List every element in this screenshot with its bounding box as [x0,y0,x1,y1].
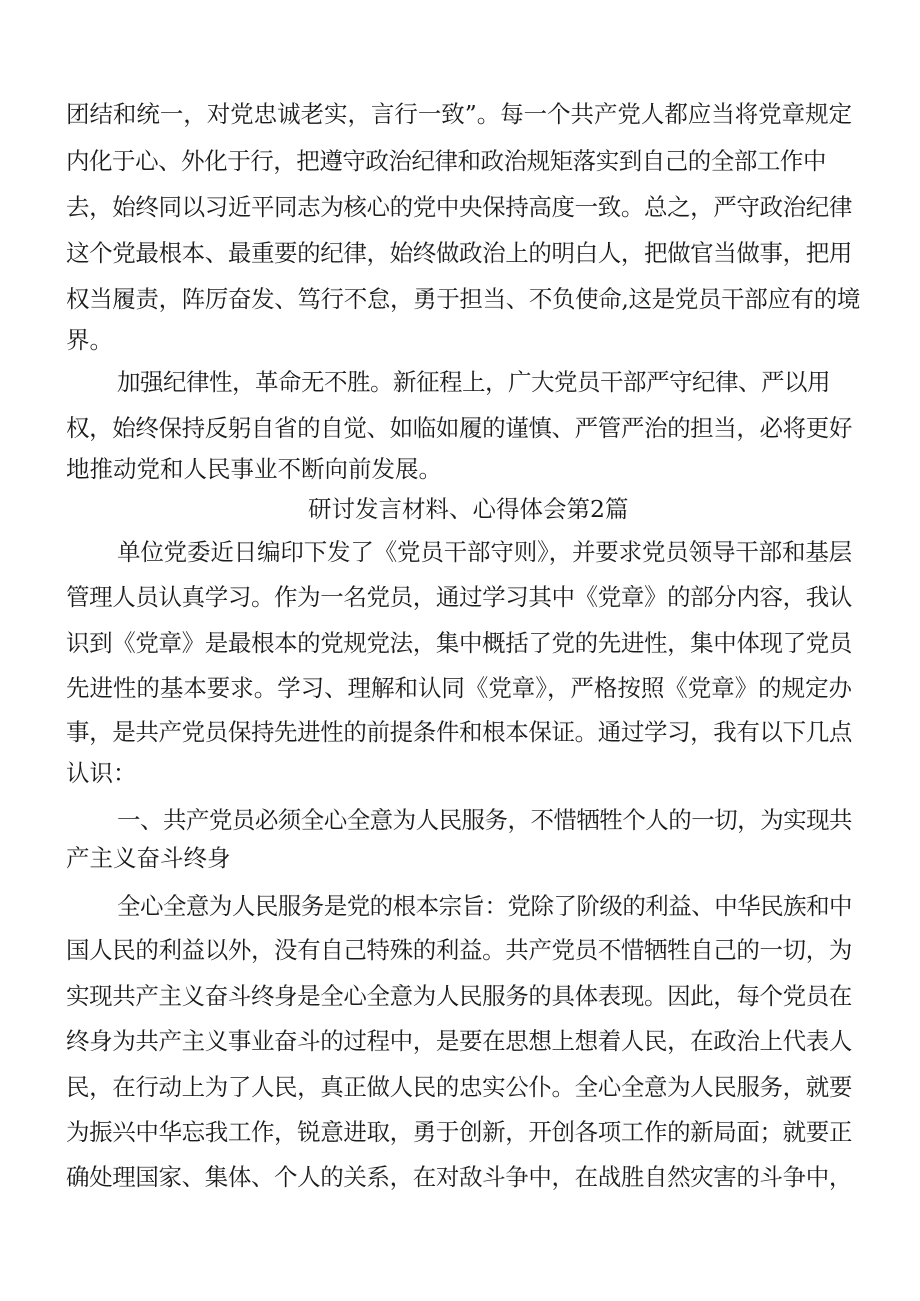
text-line: 内化于心、外化于行，把遵守政治纪律和政治规矩落实到自己的全部工作中 [66,147,826,175]
text-line: 为振兴中华忘我工作，锐意进取，勇于创新，开创各项工作的新局面；就要正 [66,1118,853,1146]
text-line: 加强纪律性，革命无不胜。新征程上，广大党员干部严守纪律、严以用 [117,368,830,396]
text-line: 界。 [66,326,113,354]
subheading-line: 一、共产党员必须全心全意为人民服务，不惜牺牲个人的一切，为实现共 [117,806,853,834]
text-line: 事，是共产党员保持先进性的前提条件和根本保证。通过学习，我有以下几点 [66,718,853,746]
text-line: 地推动党和人民事业不断向前发展。 [66,455,442,483]
text-line: 单位党委近日编印下发了《党员干部守则》，并要求党员领导干部和基层 [117,538,853,566]
text-line: 这个党最根本、最重要的纪律，始终做政治上的明白人，把做官当做事，把用 [66,239,853,267]
text-line: 团结和统一，对党忠诚老实，言行一致”。每一个共产党人都应当将党章规定 [66,100,852,128]
text-line: 认识： [66,759,137,787]
text-line: 全心全意为人民服务是党的根本宗旨：党除了阶级的利益、中华民族和中 [117,892,853,920]
text-line: 去，始终同以习近平同志为核心的党中央保持高度一致。总之，严守政治纪律 [66,193,853,221]
text-line: 国人民的利益以外，没有自己特殊的利益。共产党员不惜牺牲自己的一切，为 [66,936,853,964]
section-heading: 研讨发言材料、心得体会第2篇 [308,495,629,523]
text-line: 实现共产主义奋斗终身是全心全意为人民服务的具体表现。因此，每个党员在 [66,982,853,1010]
text-line: 确处理国家、集体、个人的关系，在对敌斗争中，在战胜自然灾害的斗争中， [66,1163,853,1191]
text-line: 先进性的基本要求。学习、理解和认同《党章》，严格按照《党章》的规定办 [66,674,852,702]
text-line: 权当履责，阵厉奋发、笃行不怠，勇于担当、不负使命,这是党员干部应有的境 [66,285,860,313]
text-line: 终身为共产主义事业奋斗的过程中，是要在思想上想着人民，在政治上代表人 [66,1027,853,1055]
text-line: 权，始终保持反躬自省的自觉、如临如履的谨慎、严管严治的担当，必将更好 [66,414,853,442]
subheading-line: 产主义奋斗终身 [66,844,231,872]
text-line: 识到《党章》是最根本的党规党法，集中概括了党的先进性，集中体现了党员 [66,629,853,657]
text-line: 民，在行动上为了人民，真正做人民的忠实公仆。全心全意为人民服务，就要 [66,1073,853,1101]
text-line: 管理人员认真学习。作为一名党员，通过学习其中《党章》的部分内容，我认 [66,583,853,611]
